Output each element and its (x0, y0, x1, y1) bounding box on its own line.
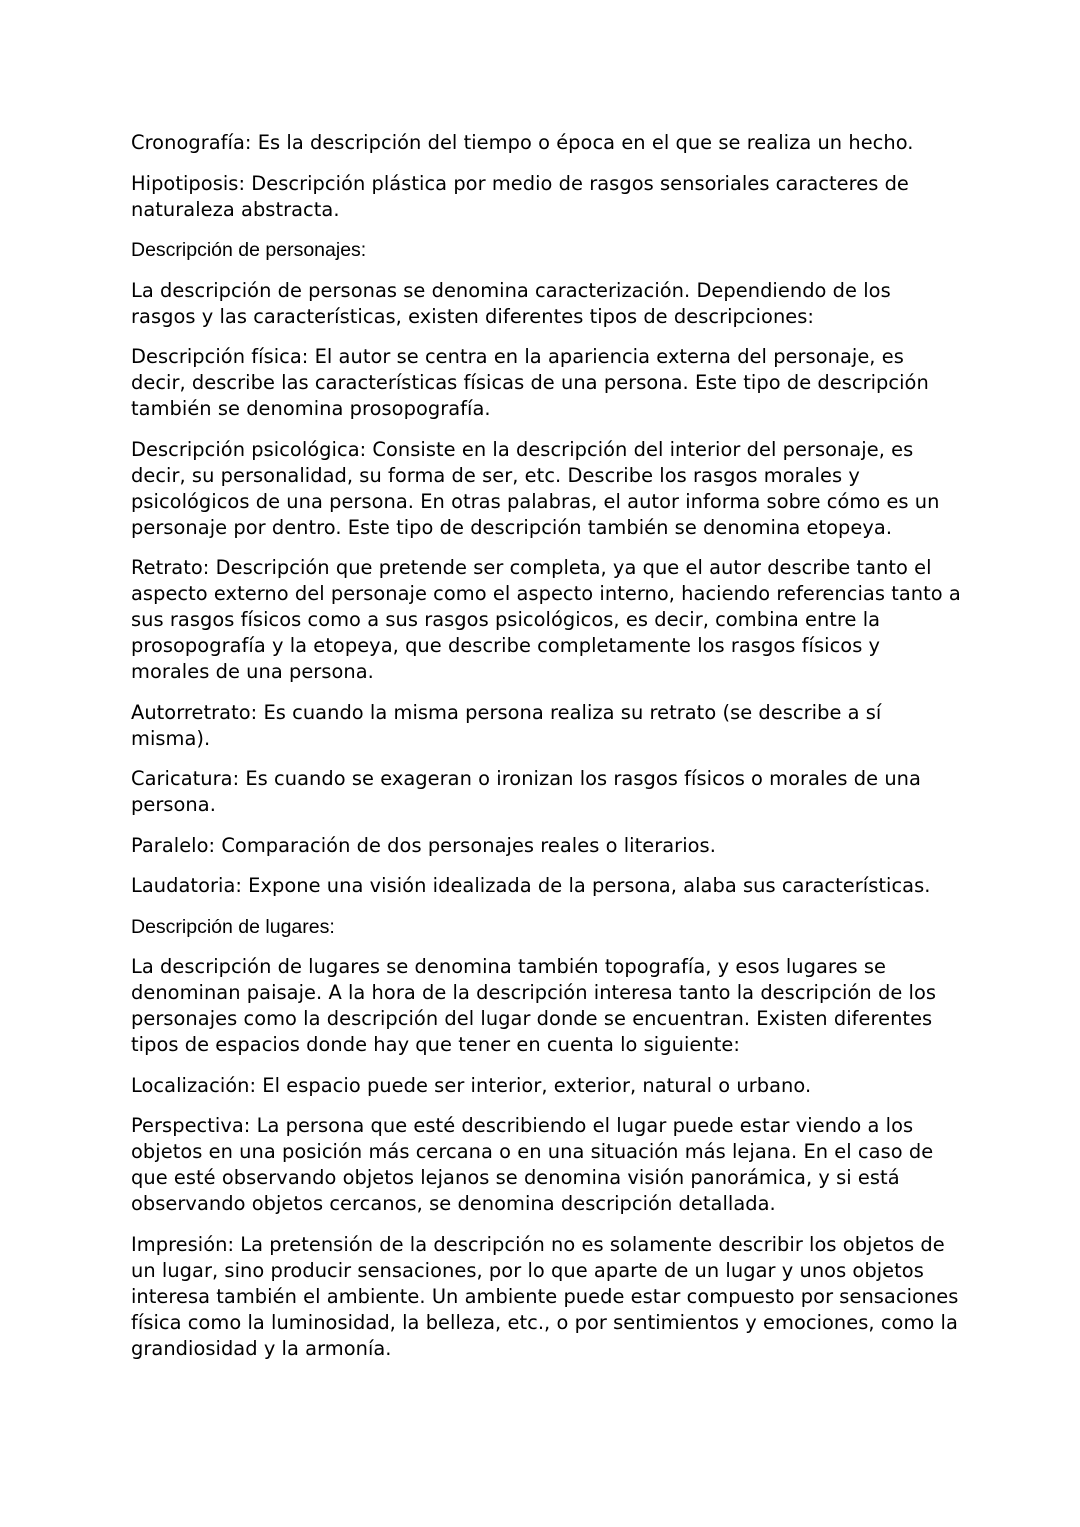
paragraph-descripcion-psicologica: Descripción psicológica: Consiste en la descripción del interior del personaje, es decir, su personalidad, su forma de ser, etc. Describe los rasgos morales y psicológicos de una persona. En otras palabras, el autor informa sobre cómo es un personaje por dentro. Este tipo de descripción también se denomina etopeya. (131, 437, 940, 539)
paragraph-caricatura: Caricatura: Es cuando se exageran o ironizan los rasgos físicos o morales de una persona. (131, 767, 921, 816)
paragraph-impresion: Impresión: La pretensión de la descripción no es solamente describir los objetos de un lugar, sino producir sensaciones, por lo que aparte de un lugar y unos objetos interesa también el ambiente. Un ambiente puede estar compuesto por sensaciones física como la luminosidad, la belleza, etc., o por sentimientos y emociones, como la grandiosidad y la armonía. (131, 1232, 959, 1360)
paragraph-autorretrato: Autorretrato: Es cuando la misma persona realiza su retrato (se describe a sí misma). (131, 700, 882, 750)
section-heading-personajes: Descripción de personajes: (131, 239, 367, 261)
paragraph-laudatoria: Laudatoria: Expone una visión idealizada de la persona, alaba sus características. (131, 874, 931, 897)
paragraph-hipotiposis: Hipotiposis: Descripción plástica por medio de rasgos sensoriales caracteres de naturaleza abstracta. (131, 171, 909, 221)
paragraph-perspectiva: Perspectiva: La persona que esté describiendo el lugar puede estar viendo a los objetos en una posición más cercana o en una situación más lejana. En el caso de que esté observando objetos lejanos se denomina visión panorámica, y si está observando objetos cercanos, se denomina descripción detallada. (131, 1114, 934, 1215)
paragraph-paralelo: Paralelo: Comparación de dos personajes reales o literarios. (131, 833, 716, 857)
paragraph-caracterizacion: La descripción de personas se denomina caracterización. Dependiendo de los rasgos y las características, existen diferentes tipos de descripciones: (131, 278, 891, 328)
paragraph-cronografia: Cronografía: Es la descripción del tiempo o época en el que se realiza un hecho. (131, 131, 914, 154)
paragraph-descripcion-fisica: Descripción física: El autor se centra en la apariencia externa del personaje, es decir, describe las características físicas de una persona. Este tipo de descripción también se denomina prosopografía. (131, 345, 929, 420)
paragraph-localizacion: Localización: El espacio puede ser interior, exterior, natural o urbano. (131, 1073, 812, 1097)
paragraph-retrato: Retrato: Descripción que pretende ser completa, ya que el autor describe tanto el aspecto externo del personaje como el aspecto interno, haciendo referencias tanto a sus rasgos físicos como a sus rasgos psicológicos, es decir, combina entre la prosopografía y la etopeya, que describe completamente los rasgos físicos y morales de una persona. (131, 556, 961, 683)
paragraph-topografia: La descripción de lugares se denomina también topografía, y esos lugares se denominan paisaje. A la hora de la descripción interesa tanto la descripción de los personajes como la descripción del lugar donde se encuentran. Existen diferentes tipos de espacios donde hay que tener en cuenta lo siguiente: (131, 955, 937, 1056)
document-page (131, 130, 961, 1376)
section-heading-lugares: Descripción de lugares: (131, 915, 335, 938)
